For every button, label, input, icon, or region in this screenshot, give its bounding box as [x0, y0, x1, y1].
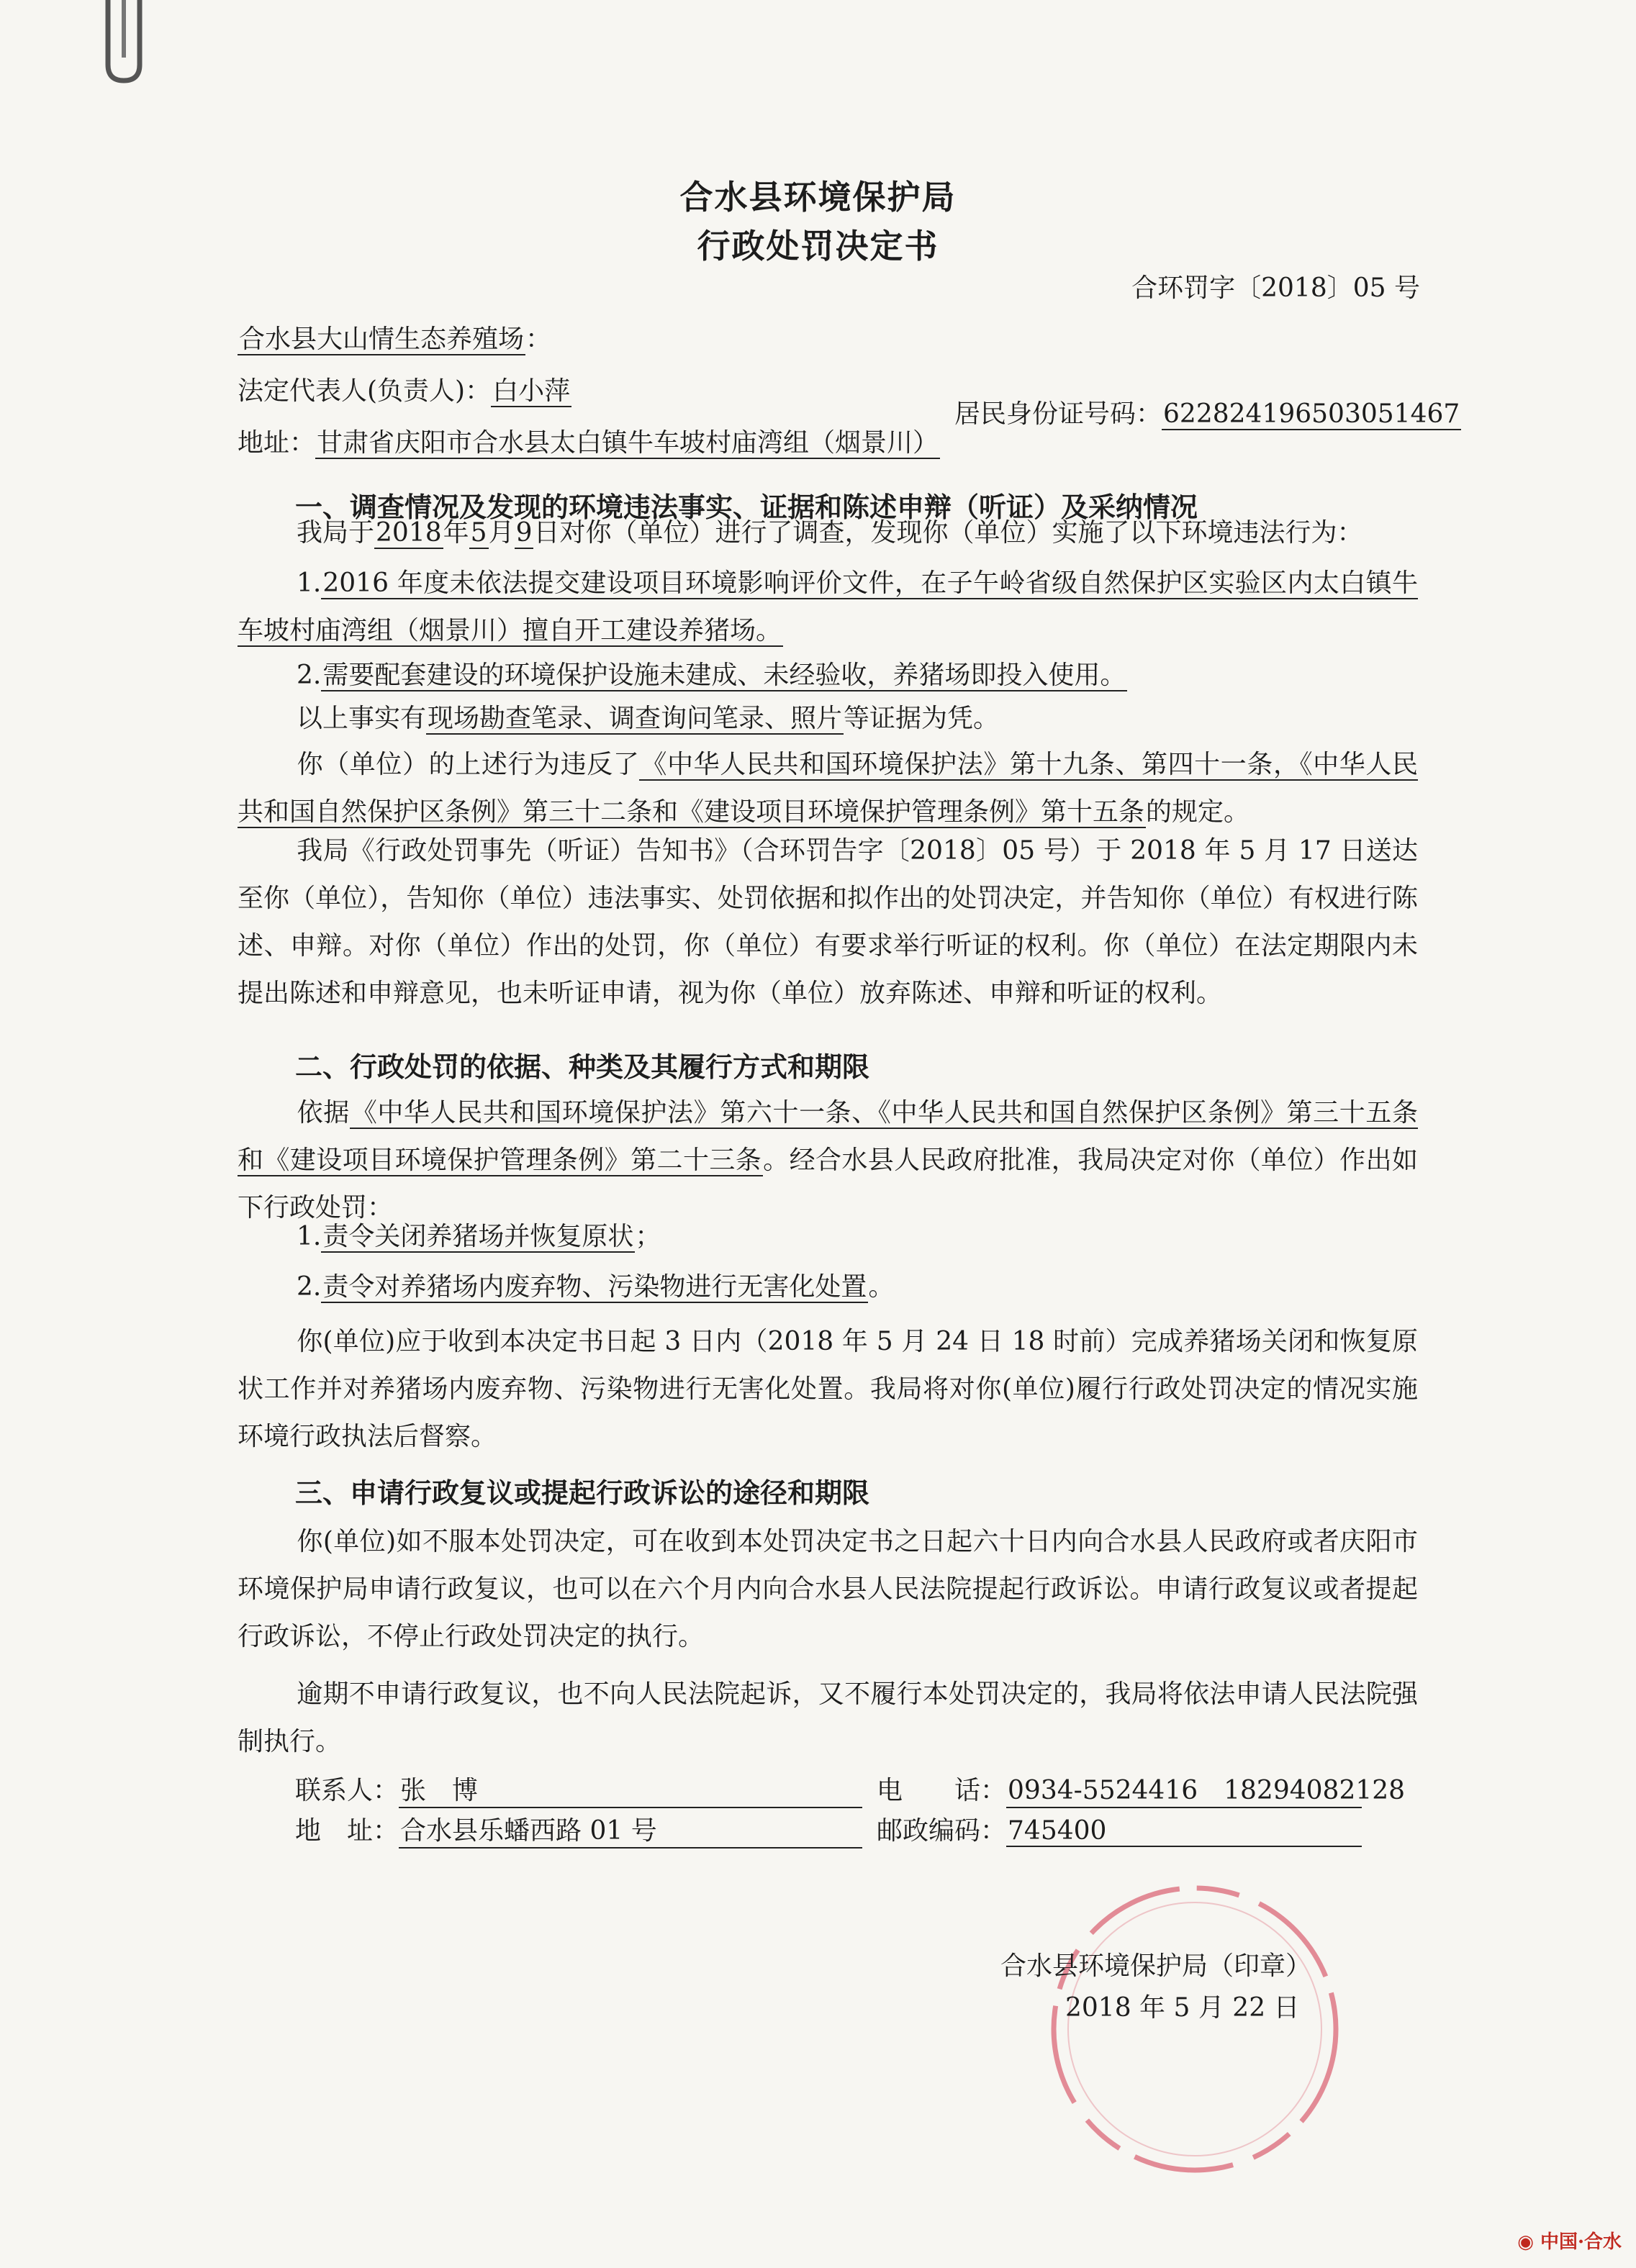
- investigation-month: 5: [470, 518, 487, 548]
- violated-laws-paragraph: 你（单位）的上述行为违反了《中华人民共和国环境保护法》第十九条、第四十一条，《中华人民共和国自然保护区条例》第三十二条和《建设项目环境保护管理条例》第十五条的规定。: [238, 750, 1418, 827]
- address-label: 地址：: [238, 428, 316, 458]
- penalty-basis-laws: 《中华人民共和国环境保护法》第六十一条、《中华人民共和国自然保护区条例》第三十五条和《建设项目环境保护管理条例》第二十三条: [238, 1098, 1418, 1175]
- contact-address: 合水县乐蟠西路 01 号: [399, 1810, 862, 1849]
- paper-clip-icon: [86, 0, 166, 86]
- penalty-basis-paragraph: 依据《中华人民共和国环境保护法》第六十一条、《中华人民共和国自然保护区条例》第三十五条和《建设项目环境保护管理条例》第二十三条。经合水县人民政府批准，我局决定对你（单位）作出如下行政处罚：: [238, 1098, 1418, 1223]
- contact-zip-row: 邮政编码：745400: [877, 1810, 1362, 1847]
- watermark: ◉ 中国·合水: [1517, 2231, 1622, 2253]
- document-title-issuer: 合水县环境保护局: [679, 178, 957, 217]
- compliance-deadline-paragraph: 你(单位)应于收到本决定书日起 3 日内（2018 年 5 月 24 日 18 时前）完成养猪场关闭和恢复原状工作并对养猪场内废弃物、污染物进行无害化处置。我局将对你(单位)履行行政处罚决定的情况实施环境行政执法后督察。: [238, 1327, 1418, 1451]
- party-name: 合水县大山情生态养殖场: [239, 325, 525, 354]
- contact-person-row: 联系人：张 博: [295, 1770, 862, 1808]
- document-title-type: 行政处罚决定书: [697, 227, 939, 266]
- id-number: 622824196503051467: [1163, 399, 1460, 429]
- violation-item-2: 2.需要配套建设的环境保护设施未建成、未经验收，养猪场即投入使用。: [297, 661, 1126, 690]
- section3-heading: 三、申请行政复议或提起行政诉讼的途径和期限: [295, 1477, 870, 1509]
- issue-date: 2018 年 5 月 22 日: [1065, 1993, 1300, 2023]
- hearing-notice-paragraph: 我局《行政处罚事先（听证）告知书》（合环罚告字〔2018〕05 号）于 2018 年 5 月 17 日送达至你（单位），告知你（单位）违法事实、处罚依据和拟作出的处罚决定，并告知你（单位）有权进行陈述、申辩。对你（单位）作出的处罚，你（单位）有要求举行听证的权利。你（单位）在法定期限内未提出陈述和申辩意见，也未听证申请，视为你（单位）放弃陈述、申辩和听证的权利。: [238, 836, 1418, 1008]
- legal-rep-line: [238, 374, 571, 409]
- contact-zip: 745400: [1006, 1816, 1362, 1847]
- contact-address-row: 地 址：合水县乐蟠西路 01 号: [295, 1810, 862, 1849]
- document-number: 合环罚字〔2018〕05 号: [1131, 273, 1420, 303]
- contact-phone: 0934-5524416 18294082128: [1006, 1770, 1362, 1808]
- enforcement-paragraph: 逾期不申请行政复议，也不向人民法院起诉，又不履行本处罚决定的，我局将依法申请人民法院强制执行。: [238, 1679, 1418, 1756]
- penalty-item-2: 2.责令对养猪场内废弃物、污染物进行无害化处置。: [297, 1272, 895, 1302]
- emblem-icon: ◉: [1517, 2231, 1534, 2253]
- party-name-line: 合水县大山情生态养殖场：: [239, 325, 552, 354]
- review-rights-paragraph: 你(单位)如不服本处罚决定，可在收到本处罚决定书之日起六十日内向合水县人民政府或者庆阳市环境保护局申请行政复议，也可以在六个月内向合水县人民法院提起行政诉讼。申请行政复议或者提起行政诉讼，不停止行政处罚决定的执行。: [238, 1527, 1418, 1651]
- id-number-line: [954, 397, 1461, 432]
- party-address: 甘肃省庆阳市合水县太白镇牛车坡村庙湾组（烟景川）: [317, 428, 939, 458]
- legal-rep-name: 白小萍: [492, 376, 571, 406]
- contact-person: 张 博: [399, 1770, 862, 1808]
- address-line: [238, 426, 940, 461]
- investigation-day: 9: [515, 518, 533, 548]
- evidence-list: 现场勘查笔录、调查询问笔录、照片: [428, 704, 843, 733]
- legal-rep-label: 法定代表人(负责人)：: [238, 376, 492, 406]
- issuing-authority: 合水县环境保护局（印章）: [1000, 1951, 1312, 1981]
- violation-item-1: 1.2016 年度未依法提交建设项目环境影响评价文件，在子午岭省级自然保护区实验区内太白镇牛车坡村庙湾组（烟景川）擅自开工建设养猪场。: [238, 568, 1418, 645]
- investigation-paragraph: 我局于2018年5月9日对你（单位）进行了调查，发现你（单位）实施了以下环境违法行为：: [297, 518, 1363, 548]
- investigation-year: 2018: [376, 518, 442, 548]
- id-number-label: 居民身份证号码：: [954, 399, 1162, 429]
- section1-heading: 一、调查情况及发现的环境违法事实、证据和陈述申辩（听证）及采纳情况: [295, 491, 1198, 523]
- violated-laws: 《中华人民共和国环境保护法》第十九条、第四十一条，《中华人民共和国自然保护区条例》第三十二条和《建设项目环境保护管理条例》第十五条: [238, 750, 1418, 827]
- official-seal-stamp: [1044, 1878, 1346, 2180]
- penalty-item-1: 1.责令关闭养猪场并恢复原状；: [297, 1222, 661, 1251]
- evidence-paragraph: 以上事实有现场勘查笔录、调查询问笔录、照片等证据为凭。: [297, 704, 1000, 733]
- contact-phone-row: 电 话：0934-5524416 18294082128: [877, 1770, 1362, 1808]
- section2-heading: 二、行政处罚的依据、种类及其履行方式和期限: [295, 1051, 870, 1083]
